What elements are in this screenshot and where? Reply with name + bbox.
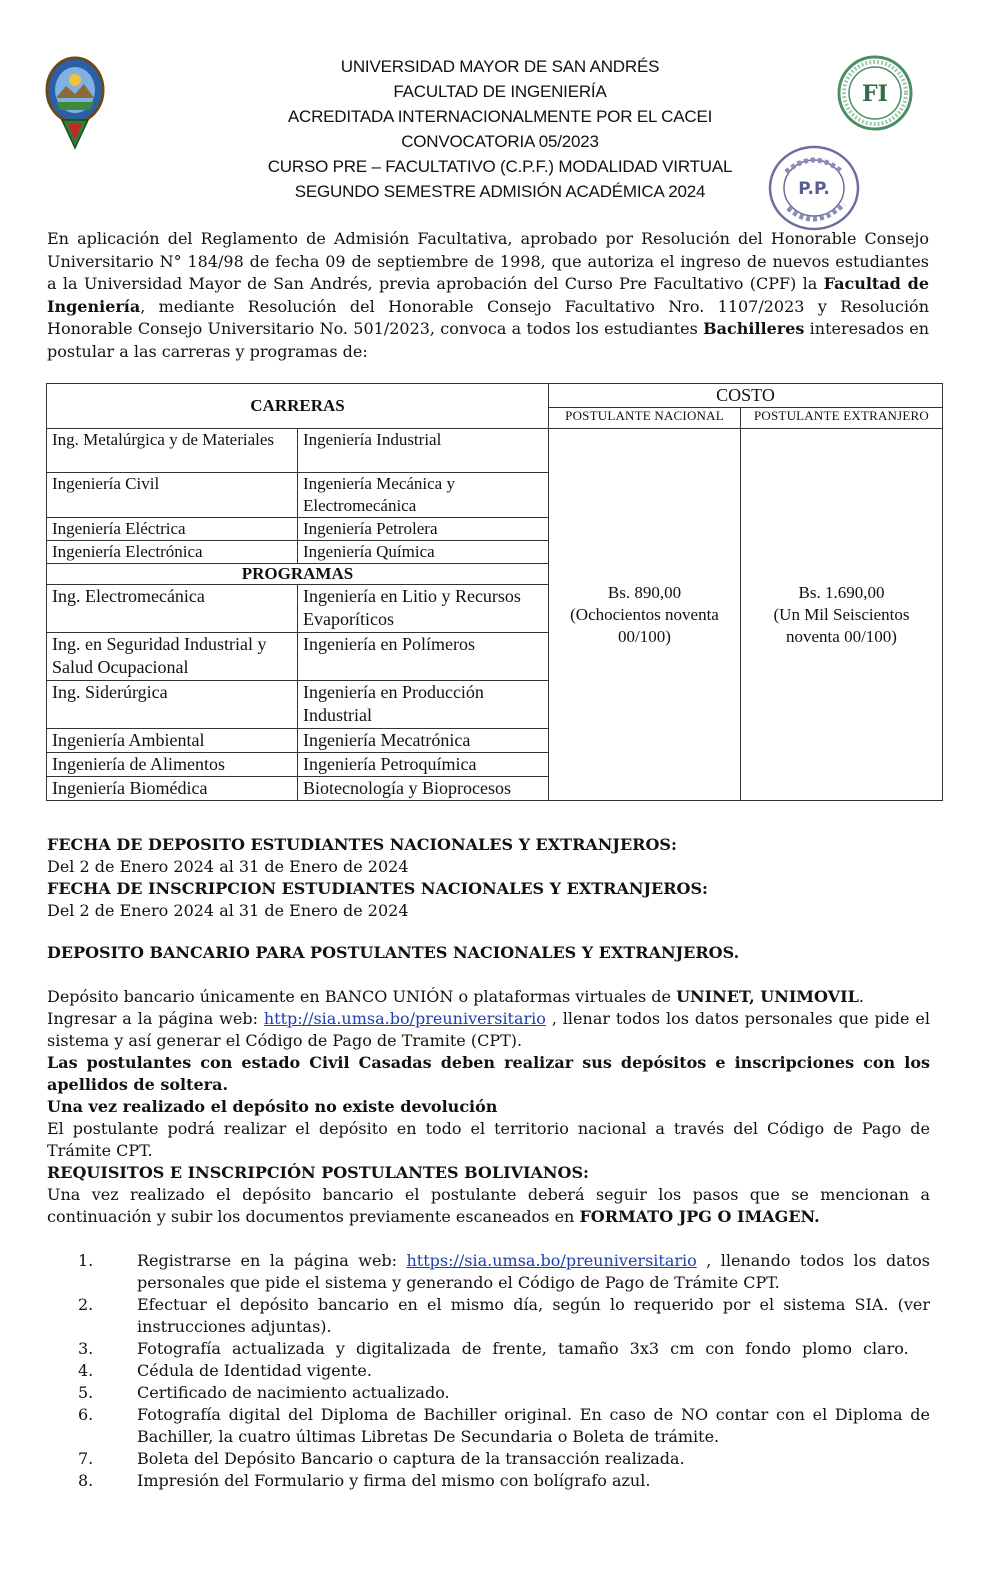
header-line-university: UNIVERSIDAD MAYOR DE SAN ANDRÉS <box>340 57 660 76</box>
table-cell: Ingeniería Mecatrónica <box>298 729 549 753</box>
document-header <box>0 54 1000 204</box>
header-line-course: CURSO PRE – FACULTATIVO (C.P.F.) MODALIDAD VIRTUAL <box>267 157 733 176</box>
list-item: 1. Registrarse en la página web: https://sia.umsa.bo/preuniversitario , llenando todos los datos personales que pide el sistema y generando el Código de Pago de Trámite CPT. <box>78 1251 931 1292</box>
table-cell: Biotecnología y Bioprocesos <box>298 777 549 801</box>
no-devolucion-note: Una vez realizado el depósito no existe devolución <box>47 1097 498 1116</box>
header-line-semester: SEGUNDO SEMESTRE ADMISIÓN ACADÉMICA 2024 <box>294 182 706 201</box>
inscripcion-date-range: Del 2 de Enero 2024 al 31 de Enero de 2024 <box>47 901 409 920</box>
costo-header: COSTO <box>549 384 943 408</box>
extranjero-header: POSTULANTE EXTRANJERO <box>741 408 943 429</box>
header-line-accreditation: ACREDITADA INTERNACIONALMENTE POR EL CACEI <box>287 107 713 126</box>
list-item: 7. Boleta del Depósito Bancario o captura de la transacción realizada. <box>78 1449 685 1468</box>
header-line-convocatoria: CONVOCATORIA 05/2023 <box>401 132 599 151</box>
table-cell: Ingeniería en Producción Industrial <box>298 681 549 729</box>
deposito-date-range: Del 2 de Enero 2024 al 31 de Enero de 2024 <box>47 857 409 876</box>
header-line-faculty: FACULTAD DE INGENIERÍA <box>393 82 607 101</box>
table-cell: Ingeniería en Polímeros <box>298 633 549 681</box>
svg-text:FI: FI <box>862 81 888 107</box>
requisitos-section <box>47 1162 930 1228</box>
deposito-title: DEPOSITO BANCARIO PARA POSTULANTES NACIONALES Y EXTRANJEROS. <box>47 943 740 962</box>
deposito-web-line: Ingresar a la página web: http://sia.umsa.bo/preuniversitario , llenar todos los datos personales que pide el sistema y así generar el Código de Pago de Tramite (CPT). <box>47 1009 930 1050</box>
table-cell: Ing. en Seguridad Industrial y Salud Ocupacional <box>47 633 298 681</box>
table-cell: Ingeniería Electrónica <box>47 541 298 564</box>
table-cell: Ingeniería Biomédica <box>47 777 298 801</box>
list-item: 6. Fotografía digital del Diploma de Bachiller original. En caso de NO contar con el Diploma de Bachiller, la cuatro últimas Libretas De Secundaria o Boleta de trámite. <box>78 1405 930 1446</box>
nacional-header: POSTULANTE NACIONAL <box>549 408 741 429</box>
deposito-bank-line: Depósito bancario únicamente en BANCO UNIÓN o plataformas virtuales de UNINET, UNIMOVIL. <box>47 987 864 1006</box>
carreras-costo-table <box>46 383 942 801</box>
intro-paragraph: En aplicación del Reglamento de Admisión Facultativa, aprobado por Resolución del Honorable Consejo Universitario N° 184/98 de fecha 09 de septiembre de 1998, que autoriza el ingreso de nuevos estudiantes a la Universidad Mayor de San Andrés, previa aprobación del Curso Pre Facultativo (CPF) la Facultad de Ingeniería, mediante Resolución del Honorable Consejo Facultativo Nro. 1107/2023 y Resolución Honorable Consejo Universitario No. 501/2023, convoca a todos los estudiantes Bachilleres interesados en postular a las carreras y programas de: <box>47 229 930 361</box>
list-item: 8. Impresión del Formulario y firma del mismo con bolígrafo azul. <box>78 1471 651 1490</box>
table-cell: Ingeniería Ambiental <box>47 729 298 753</box>
table-cell: Ingeniería Civil <box>47 473 298 518</box>
list-item: 2. Efectuar el depósito bancario en el mismo día, según lo requerido por el sistema SIA. (ver instrucciones adjuntas). <box>78 1295 930 1336</box>
table-row <box>47 429 943 473</box>
table-cell: Ingeniería Industrial <box>298 429 549 473</box>
sia-preuniversitario-link[interactable]: http://sia.umsa.bo/preuniversitario <box>263 1009 546 1028</box>
sia-registro-link[interactable]: https://sia.umsa.bo/preuniversitario <box>406 1251 697 1270</box>
carreras-header: CARRERAS <box>47 384 549 429</box>
table-cell: Ingeniería Mecánica y Electromecánica <box>298 473 549 518</box>
table-cell: Ing. Metalúrgica y de Materiales <box>47 429 298 473</box>
requisitos-title: REQUISITOS E INSCRIPCIÓN POSTULANTES BOLIVIANOS: <box>47 1163 589 1182</box>
price-extranjero-cell: Bs. 1.690,00 (Un Mil Seiscientos noventa 00/100) <box>741 429 943 801</box>
requisitos-intro: Una vez realizado el depósito bancario el postulante deberá seguir los pasos que se mencionan a continuación y subir los documentos previamente escaneados en FORMATO JPG O IMAGEN. <box>47 1185 930 1226</box>
fechas-section <box>47 834 930 922</box>
table-cell: Ingeniería en Litio y Recursos Evaporíticos <box>298 585 549 633</box>
svg-text:P.P.: P.P. <box>798 179 830 199</box>
deposito-date-title: FECHA DE DEPOSITO ESTUDIANTES NACIONALES Y EXTRANJEROS: <box>47 835 677 854</box>
territorio-note: El postulante podrá realizar el depósito en todo el territorio nacional a través del Código de Pago de Trámite CPT. <box>47 1119 930 1160</box>
list-item: 5. Certificado de nacimiento actualizado. <box>78 1383 450 1402</box>
table-cell: Ingeniería Petroquímica <box>298 753 549 777</box>
list-item: 4. Cédula de Identidad vigente. <box>78 1361 372 1380</box>
list-item: 3. Fotografía actualizada y digitalizada de frente, tamaño 3x3 cm con fondo plomo claro. <box>78 1339 909 1358</box>
deposito-section <box>47 986 930 1162</box>
table-cell: Ing. Siderúrgica <box>47 681 298 729</box>
table-cell: Ingeniería Química <box>298 541 549 564</box>
requisitos-list <box>47 1250 930 1492</box>
price-nacional-cell: Bs. 890,00 (Ochocientos noventa 00/100) <box>549 429 741 801</box>
casadas-note: Las postulantes con estado Civil Casadas deben realizar sus depósitos e inscripciones con los apellidos de soltera. <box>47 1053 930 1094</box>
programas-header: PROGRAMAS <box>47 564 549 585</box>
inscripcion-date-title: FECHA DE INSCRIPCION ESTUDIANTES NACIONALES Y EXTRANJEROS: <box>47 879 708 898</box>
table-cell: Ing. Electromecánica <box>47 585 298 633</box>
table-cell: Ingeniería de Alimentos <box>47 753 298 777</box>
table-cell: Ingeniería Petrolera <box>298 518 549 541</box>
table-cell: Ingeniería Eléctrica <box>47 518 298 541</box>
